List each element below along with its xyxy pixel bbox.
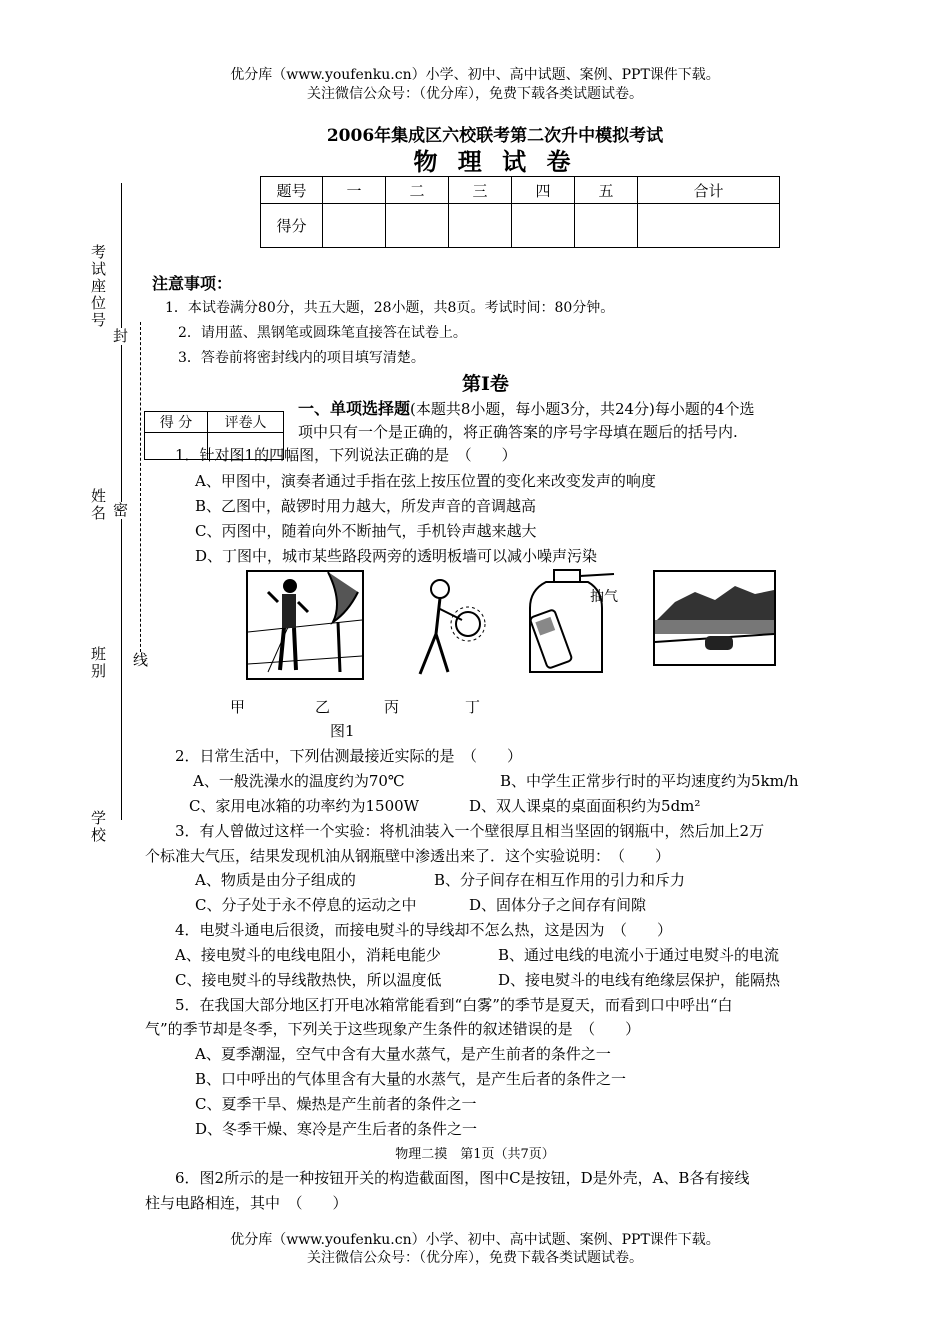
- school-label: 学校: [89, 810, 107, 844]
- score-cell[interactable]: [323, 204, 386, 248]
- exam-title: 2006年集成区六校联考第二次升中模拟考试: [326, 126, 664, 146]
- q1-option-d: D、丁图中，城市某些路段两旁的透明板墙可以减小噪声污染: [195, 547, 598, 565]
- q3-stem-1: 3．有人曾做过这样一个实验：将机油装入一个壁很厚且相当坚固的钢瓶中，然后加上2万: [175, 822, 765, 840]
- q3-option-d: D、固体分子之间存有间隙: [469, 896, 647, 914]
- footer-line-1: 优分库（www.youfenku.cn）小学、初中、高中试题、案例、PPT课件下载。: [230, 1232, 720, 1248]
- q3-option-a: A、物质是由分子组成的: [195, 871, 356, 889]
- q2-option-a: A、一般洗澡水的温度约为70℃: [193, 772, 405, 790]
- score-table: [260, 176, 780, 248]
- score-table-header: 题号: [261, 177, 323, 204]
- figure-label-jia: 甲: [230, 698, 246, 716]
- q6-stem-2: 柱与电路相连，其中 （ ）: [145, 1194, 348, 1212]
- q5-option-d: D、冬季干燥、寒冷是产生后者的条件之一: [195, 1120, 478, 1138]
- q3-option-c: C、分子处于永不停息的运动之中: [195, 896, 417, 914]
- seat-number-label: 考试座位号: [89, 244, 107, 329]
- score-cell[interactable]: [449, 204, 512, 248]
- score-cell[interactable]: [512, 204, 575, 248]
- score-table-header: 合计: [638, 177, 780, 204]
- q4-option-a: A、接电熨斗的电线电阻小，消耗电能少: [175, 946, 441, 964]
- q5-option-a: A、夏季潮湿，空气中含有大量水蒸气，是产生前者的条件之一: [195, 1045, 611, 1063]
- notice-item: 3．答卷前将密封线内的项目填写清楚。: [178, 350, 425, 366]
- volume-title: 第Ⅰ卷: [462, 373, 509, 395]
- q5-option-b: B、口中呼出的气体里含有大量的水蒸气，是产生后者的条件之一: [195, 1070, 627, 1088]
- seal-char-xian: 线: [131, 652, 149, 669]
- q1-option-a: A、甲图中，演奏者通过手指在弦上按压位置的变化来改变发声的响度: [195, 472, 656, 490]
- score-table-header: 五: [575, 177, 638, 204]
- figure-caption: 图1: [330, 722, 355, 740]
- header-line-1: 优分库（www.youfenku.cn）小学、初中、高中试题、案例、PPT课件下载。: [230, 67, 720, 83]
- notice-item: 2．请用蓝、黑钢笔或圆珠笔直接答在试卷上。: [178, 325, 467, 341]
- q5-stem-1: 5．在我国大部分地区打开电冰箱常能看到“白雾”的季节是夏天，而看到口中呼出“白: [175, 996, 733, 1014]
- binding-line-inner: [140, 322, 141, 662]
- section1-desc: (本题共8小题，每小题3分，共24分)每小题的4个选: [410, 400, 755, 418]
- score-cell[interactable]: [386, 204, 449, 248]
- score-cell[interactable]: [575, 204, 638, 248]
- q3-stem-2: 个标准大气压，结果发现机油从钢瓶壁中渗透出来了．这个实验说明： （ ）: [145, 847, 671, 865]
- q2-stem: 2．日常生活中，下列估测最接近实际的是 （ ）: [175, 747, 523, 765]
- q2-option-d: D、双人课桌的桌面面积约为5dm²: [469, 797, 701, 815]
- class-label: 班别: [89, 646, 107, 680]
- q4-option-c: C、接电熨斗的导线散热快，所以温度低: [175, 971, 442, 989]
- q2-option-c: C、家用电冰箱的功率约为1500W: [189, 797, 420, 815]
- footer-line-2: 关注微信公众号：（优分库），免费下载各类试题试卷。: [307, 1250, 643, 1266]
- name-label: 姓名: [89, 488, 107, 522]
- page-number: 物理二摸 第1页（共7页）: [395, 1147, 555, 1162]
- grader-score-label: 得 分: [145, 412, 208, 433]
- q4-stem: 4．电熨斗通电后很烫，而接电熨斗的导线却不怎么热，这是因为 （ ）: [175, 921, 673, 939]
- score-table-header: 二: [386, 177, 449, 204]
- score-row-label: 得分: [261, 204, 323, 248]
- q3-option-b: B、分子间存在相互作用的引力和斥力: [434, 871, 686, 889]
- section1-heading-line: [298, 396, 754, 419]
- score-table-header: 三: [449, 177, 512, 204]
- q1-option-b: B、乙图中，敲锣时用力越大，所发声音的音调越高: [195, 497, 537, 515]
- subject-title: 物 理 试 卷: [413, 147, 577, 176]
- header-line-2: 关注微信公众号：（优分库），免费下载各类试题试卷。: [307, 86, 643, 102]
- score-table-header: 一: [323, 177, 386, 204]
- figure-bing-image: [524, 568, 624, 680]
- figure-label-bing: 丙: [384, 698, 400, 716]
- score-cell[interactable]: [638, 204, 780, 248]
- figure-pump-label: 抽气: [590, 589, 618, 605]
- figure-yi-image: [400, 574, 490, 678]
- figure-label-ding: 丁: [465, 698, 481, 716]
- notice-heading: 注意事项：: [152, 274, 233, 293]
- seal-char-feng: 封: [111, 328, 129, 345]
- seal-char-mi: 密: [111, 502, 129, 519]
- grader-name-label: 评卷人: [208, 412, 284, 433]
- q1-stem: 1．针对图1的四幅图，下列说法正确的是 （ ）: [175, 446, 517, 464]
- q5-stem-2: 气”的季节却是冬季，下列关于这些现象产生条件的叙述错误的是 （ ）: [145, 1020, 641, 1038]
- q6-stem-1: 6．图2所示的是一种按钮开关的构造截面图，图中C是按钮，D是外壳，A、B各有接线: [175, 1169, 750, 1187]
- q5-option-c: C、夏季干旱、燥热是产生前者的条件之一: [195, 1095, 477, 1113]
- notice-item: 1．本试卷满分80分，共五大题，28小题，共8页。考试时间：80分钟。: [165, 300, 615, 316]
- q1-option-c: C、丙图中，随着向外不断抽气，手机铃声越来越大: [195, 522, 537, 540]
- figure-label-yi: 乙: [315, 698, 331, 716]
- q2-option-b: B、中学生正常步行时的平均速度约为5km/h: [500, 772, 799, 790]
- q4-option-b: B、通过电线的电流小于通过电熨斗的电流: [498, 946, 780, 964]
- section1-heading: 一、单项选择题: [298, 399, 411, 418]
- score-table-header: 四: [512, 177, 575, 204]
- q4-option-d: D、接电熨斗的电线有绝缘层保护，能隔热: [498, 971, 781, 989]
- figure-ding-image: [653, 570, 776, 666]
- section1-desc-2: 项中只有一个是正确的，将正确答案的序号字母填在题后的括号内.: [298, 423, 738, 441]
- figure-jia-image: [246, 570, 364, 680]
